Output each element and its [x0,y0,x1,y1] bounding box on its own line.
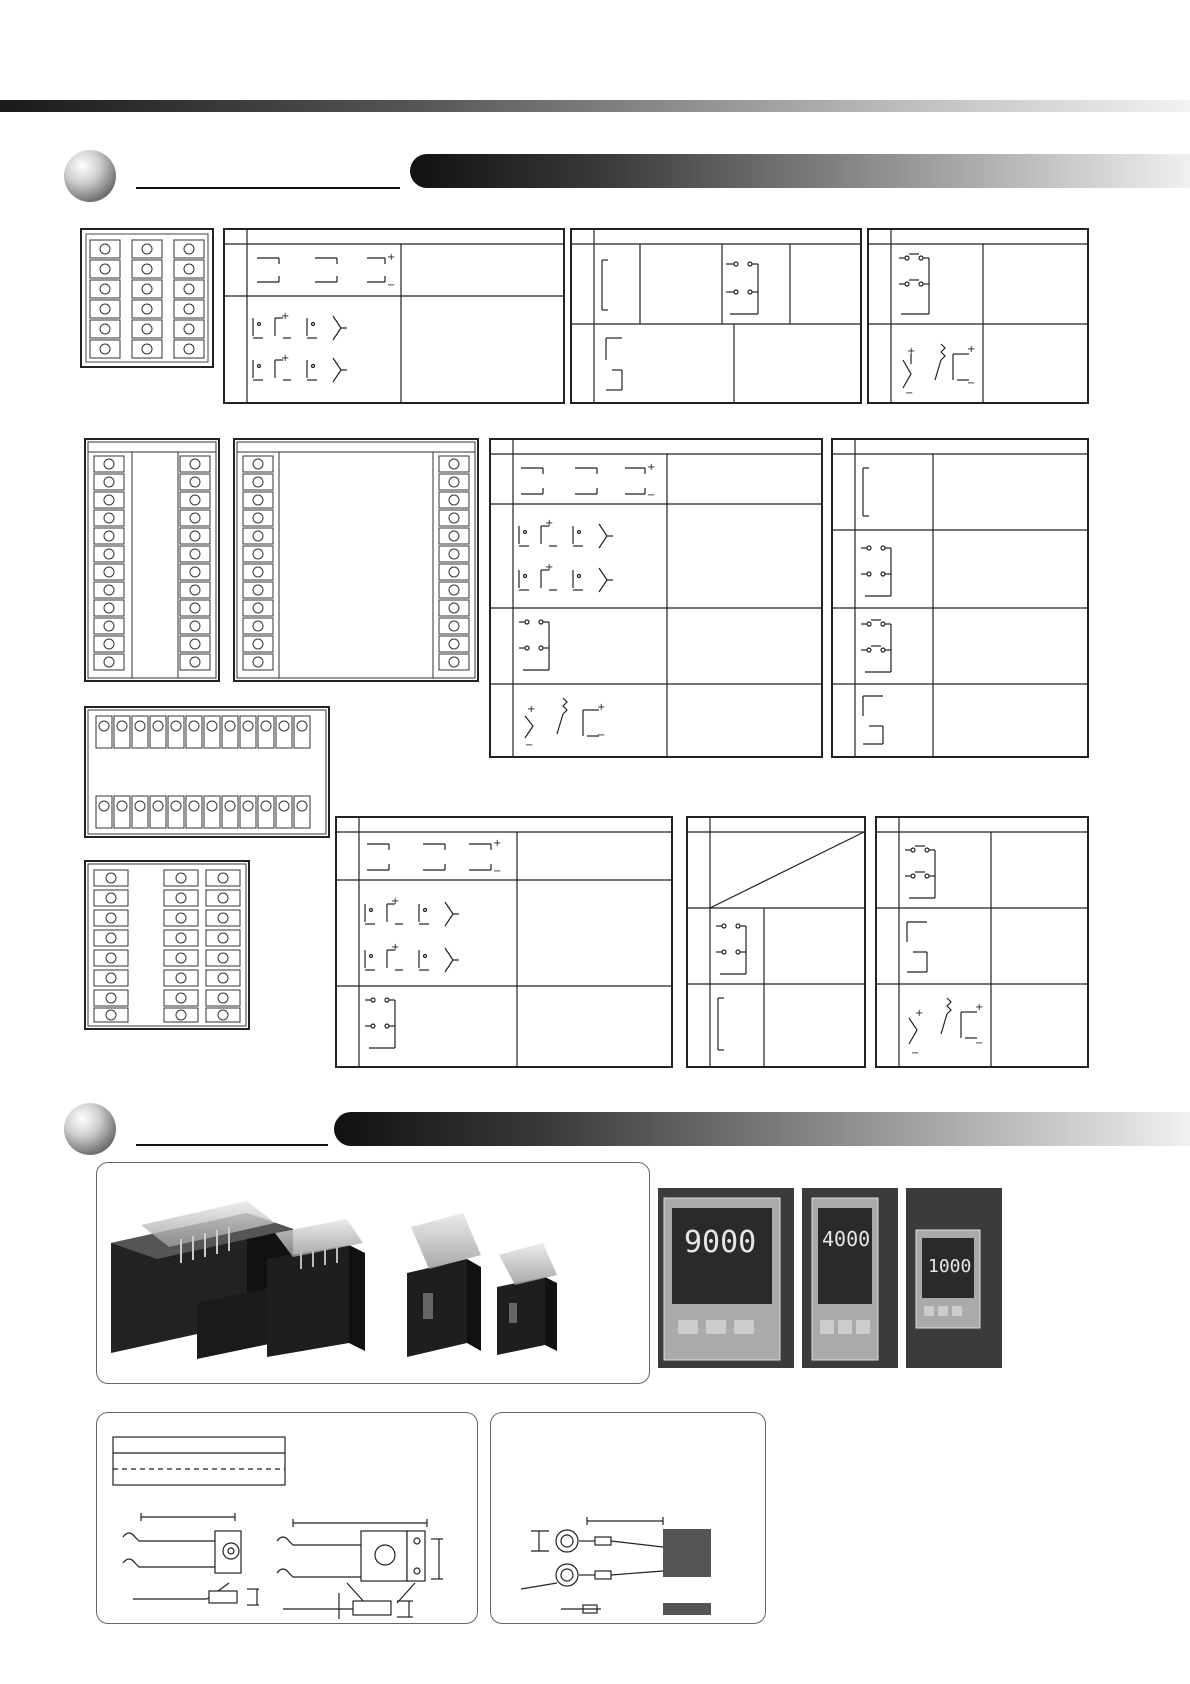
wiring-table-1-content [225,230,563,402]
wiring-table-2-schematic [572,230,860,402]
svg-text:+: + [647,462,656,473]
wiring-table-8-schematic [877,818,1087,1066]
wiring-table-2 [570,228,862,404]
cover-photo-double [111,1201,293,1359]
controller-photo-3-drawing [906,1188,1002,1368]
svg-text:+: + [387,252,396,263]
terminal-block-12x2 [84,438,220,682]
svg-text:+: + [281,311,290,322]
svg-text:+: + [391,942,400,953]
wiring-table-4 [489,438,823,758]
terminal-block-8x3 [84,860,250,1030]
schematic-overlay: + + [10,0,83,17]
ct-sensor-panel [96,1412,478,1624]
svg-text:−: − [967,378,976,389]
svg-text:+: + [391,896,400,907]
ring-sensor-panel [490,1412,766,1624]
terminal-block-horizontal-drawing [86,708,328,836]
terminal-block-12x2-drawing [86,440,218,680]
svg-text:+: + [527,704,536,715]
svg-text:+: + [493,838,502,849]
svg-text:+: + [281,353,290,364]
svg-text:+: + [545,518,554,529]
svg-text:+: + [907,346,916,357]
controller-photo-2 [802,1188,898,1368]
controller-photo-1 [658,1188,794,1368]
svg-text:+: + [545,562,554,573]
wiring-table-5-schematic [833,440,1087,756]
svg-text:+: + [967,344,976,355]
controller-2-display: 4000 [822,1227,871,1251]
section-2-band [334,1112,1190,1146]
controller-photo-1-drawing [658,1188,794,1368]
svg-text:+: + [597,702,606,713]
svg-text:−: − [387,280,396,291]
wiring-table-7 [686,816,866,1068]
wiring-table-7-schematic [688,818,864,1066]
svg-text:−: − [647,490,656,501]
wiring-table-8 [875,816,1089,1068]
cover-photo-single [267,1219,365,1357]
svg-text:−: − [975,1038,984,1049]
section-2-bullet-icon [64,1103,116,1155]
ring-sensor-drawing [491,1413,763,1621]
ct-sensor-drawing [97,1413,475,1621]
wiring-table-4-schematic [491,440,821,756]
terminal-block-8x3-drawing [86,862,248,1028]
wiring-table-6 [335,816,673,1068]
wiring-table-5 [831,438,1089,758]
svg-text:+: + [915,1008,924,1019]
svg-text:−: − [525,740,534,751]
controller-photo-3 [906,1188,1002,1368]
terminal-block-wide [233,438,479,682]
wiring-table-1-lines [225,230,563,402]
svg-text:−: − [597,730,606,741]
terminal-cover-panel [96,1162,650,1384]
cover-photo-compact-2 [497,1243,557,1355]
cover-photo-compact-1 [407,1213,481,1357]
terminal-block-wide-drawing [235,440,477,680]
wiring-table-6-schematic [337,818,671,1066]
wiring-table-3-schematic [869,230,1087,402]
controller-3-display: 1000 [928,1256,972,1277]
terminal-cover-photos [97,1163,647,1381]
svg-text:−: − [493,866,502,877]
section-2-title-underline [136,1144,328,1146]
svg-text:−: − [911,1048,920,1059]
svg-text:+: + [975,1002,984,1013]
svg-text:−: − [905,388,914,399]
controller-photo-2-drawing [802,1188,898,1368]
wiring-table-3 [867,228,1089,404]
terminal-block-horizontal [84,706,330,838]
controller-1-display: 9000 [684,1225,757,1260]
